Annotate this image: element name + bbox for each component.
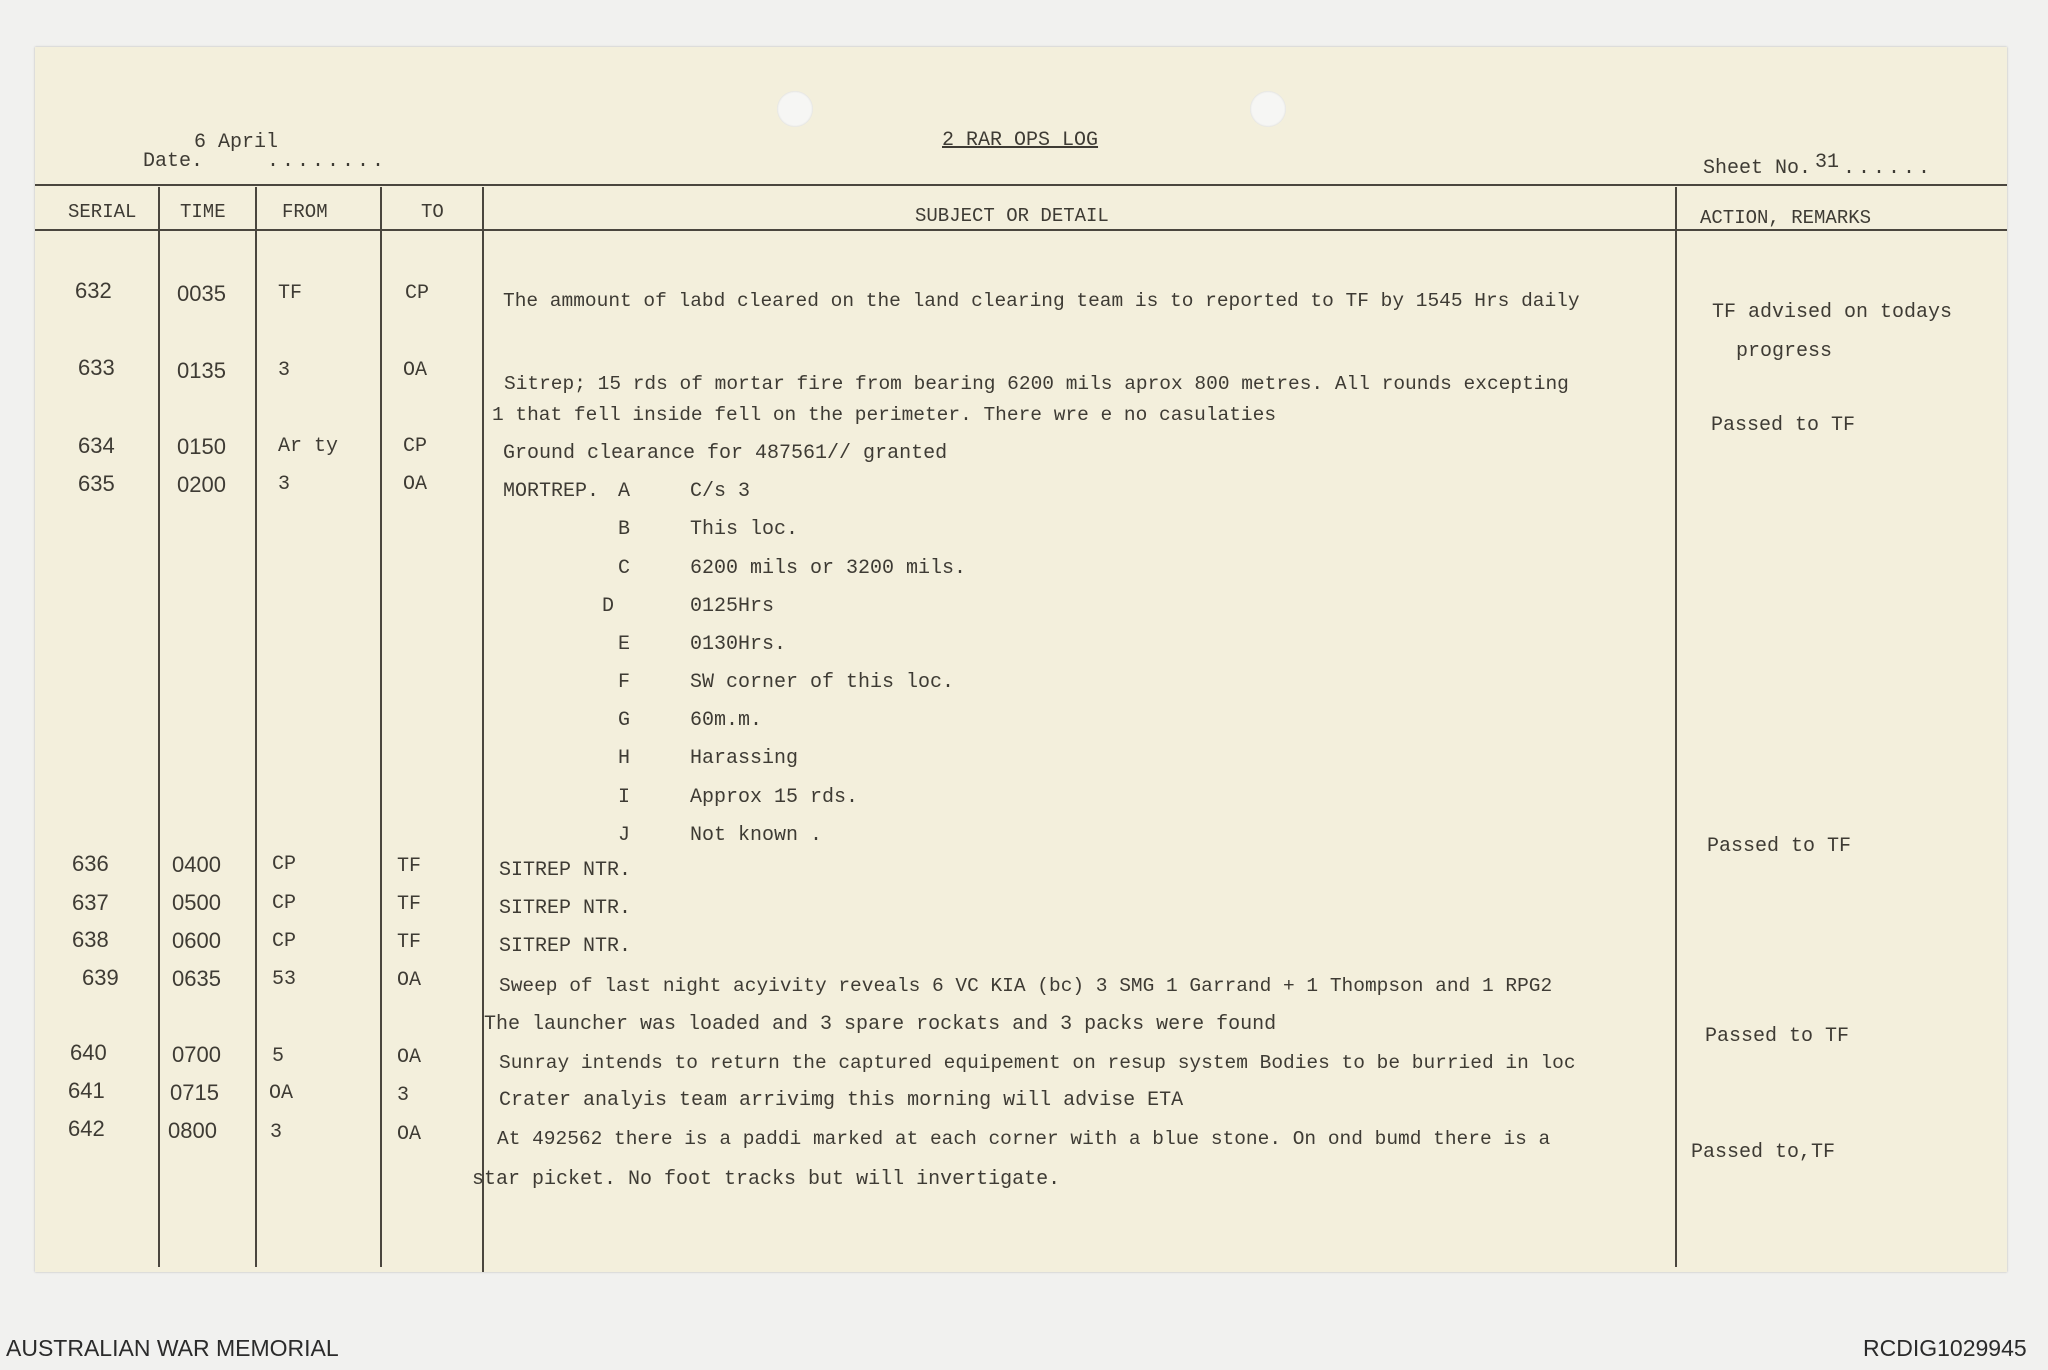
entry-detail: star picket. No foot tracks but will invertigate. xyxy=(472,1168,1061,1191)
mortrep-value: SW corner of this loc. xyxy=(690,671,955,694)
column-header-subject: SUBJECT OR DETAIL xyxy=(915,205,1109,227)
column-header-to: TO xyxy=(421,201,444,223)
mortrep-letter: J xyxy=(618,824,631,847)
date-label: Date. xyxy=(143,150,204,173)
entry-time: 0800 xyxy=(168,1118,217,1143)
mortrep-letter: F xyxy=(618,671,631,694)
entry-detail: Sitrep; 15 rds of mortar fire from bearing 6200 mils aprox 800 metres. All rounds excepting xyxy=(504,373,1569,395)
column-divider xyxy=(1675,187,1677,1267)
entry-from: CP xyxy=(272,930,297,953)
mortrep-letter: D xyxy=(602,595,615,618)
entry-serial: 641 xyxy=(68,1078,105,1103)
entry-detail: SITREP NTR. xyxy=(499,935,632,958)
entry-to: CP xyxy=(405,282,430,305)
entry-from: TF xyxy=(278,282,303,305)
entry-to: OA xyxy=(397,1046,422,1069)
entry-detail: SITREP NTR. xyxy=(499,859,632,882)
entry-from: 53 xyxy=(272,968,297,991)
mortrep-letter: E xyxy=(618,633,631,656)
entry-serial: 635 xyxy=(78,471,115,496)
date-value: 6 April xyxy=(194,131,279,154)
entry-time: 0500 xyxy=(172,890,221,915)
mortrep-letter: B xyxy=(618,518,631,541)
entry-to: OA xyxy=(403,473,428,496)
entry-from: CP xyxy=(272,853,297,876)
column-divider xyxy=(380,187,382,1267)
footer-record-id: RCDIG1029945 xyxy=(1863,1335,2027,1361)
entry-from: 3 xyxy=(278,359,291,382)
sheet-label: Sheet No. xyxy=(1703,157,1812,180)
punch-hole-left xyxy=(777,91,813,127)
entry-from: CP xyxy=(272,892,297,915)
log-sheet xyxy=(35,47,2007,1272)
entry-serial: 639 xyxy=(82,965,119,990)
entry-detail: At 492562 there is a paddi marked at each corner with a blue stone. On ond bumd there is a xyxy=(497,1128,1551,1150)
punch-hole-right xyxy=(1250,91,1286,127)
entry-remark: TF advised on todays xyxy=(1712,301,1953,324)
entry-to: TF xyxy=(397,893,422,916)
entry-from: OA xyxy=(269,1082,294,1105)
mortrep-letter: I xyxy=(618,786,631,809)
entry-time: 0150 xyxy=(177,434,226,459)
mortrep-letter: C xyxy=(618,557,631,580)
mortrep-value: Harassing xyxy=(690,747,799,770)
entry-to: CP xyxy=(403,435,428,458)
date-dots: ........ xyxy=(267,150,388,173)
header-top-rule xyxy=(35,184,2007,186)
entry-detail: 1 that fell inside fell on the perimeter. There wre e no casulaties xyxy=(492,404,1277,426)
footer-archive-name: AUSTRALIAN WAR MEMORIAL xyxy=(6,1335,339,1361)
entry-detail: Crater analyis team arrivimg this morning will advise ETA xyxy=(499,1089,1184,1112)
mortrep-value: 6200 mils or 3200 mils. xyxy=(690,557,967,580)
entry-detail: The ammount of labd cleared on the land clearing team is to reported to TF by 1545 Hrs daily xyxy=(503,290,1580,312)
entry-detail: Sunray intends to return the captured equipement on resup system Bodies to be burried in loc xyxy=(499,1052,1576,1074)
entry-from: Ar ty xyxy=(278,435,339,458)
entry-serial: 636 xyxy=(72,851,109,876)
mortrep-value: C/s 3 xyxy=(690,480,751,503)
entry-remark: progress xyxy=(1736,340,1833,363)
entry-time: 0700 xyxy=(172,1042,221,1067)
sheet-dots: ...... xyxy=(1843,157,1934,180)
entry-from: 3 xyxy=(270,1121,283,1144)
entry-time: 0600 xyxy=(172,928,221,953)
sheet-number: 31 xyxy=(1815,151,1840,174)
entry-to: 3 xyxy=(397,1084,410,1107)
entry-to: OA xyxy=(397,969,422,992)
entry-from: 3 xyxy=(278,473,291,496)
entry-to: TF xyxy=(397,931,422,954)
mortrep-value: 0130Hrs. xyxy=(690,633,787,656)
mortrep-heading: MORTREP. xyxy=(503,480,600,503)
entry-to: TF xyxy=(397,855,422,878)
entry-remark: Passed to TF xyxy=(1707,835,1852,858)
log-title: 2 RAR OPS LOG xyxy=(942,129,1099,152)
entry-time: 0635 xyxy=(172,966,221,991)
entry-detail: Sweep of last night acyivity reveals 6 VC KIA (bc) 3 SMG 1 Garrand + 1 Thompson and 1 RPG2 xyxy=(499,975,1553,997)
entry-serial: 642 xyxy=(68,1116,105,1141)
entry-serial: 638 xyxy=(72,927,109,952)
entry-remark: Passed to TF xyxy=(1711,414,1856,437)
header-bottom-rule xyxy=(35,229,2007,231)
entry-serial: 637 xyxy=(72,890,109,915)
entry-to: OA xyxy=(403,359,428,382)
entry-detail: Ground clearance for 487561// granted xyxy=(503,442,948,465)
column-header-from: FROM xyxy=(282,201,328,223)
entry-time: 0400 xyxy=(172,852,221,877)
entry-time: 0135 xyxy=(177,358,226,383)
entry-to: OA xyxy=(397,1123,422,1146)
entry-detail: The launcher was loaded and 3 spare rockats and 3 packs were found xyxy=(484,1013,1277,1036)
entry-time: 0200 xyxy=(177,472,226,497)
mortrep-value: Approx 15 rds. xyxy=(690,786,859,809)
column-header-time: TIME xyxy=(180,201,226,223)
mortrep-value: Not known . xyxy=(690,824,823,847)
entry-serial: 640 xyxy=(70,1040,107,1065)
mortrep-value: 0125Hrs xyxy=(690,595,775,618)
entry-from: 5 xyxy=(272,1045,285,1068)
entry-serial: 633 xyxy=(78,355,115,380)
entry-serial: 634 xyxy=(78,433,115,458)
entry-time: 0035 xyxy=(177,281,226,306)
mortrep-letter: G xyxy=(618,709,631,732)
entry-detail: SITREP NTR. xyxy=(499,897,632,920)
column-header-serial: SERIAL xyxy=(68,201,137,223)
entry-serial: 632 xyxy=(75,278,112,303)
mortrep-letter: H xyxy=(618,747,631,770)
mortrep-value: This loc. xyxy=(690,518,799,541)
column-divider xyxy=(158,187,160,1267)
column-divider xyxy=(482,187,484,1272)
column-divider xyxy=(255,187,257,1267)
entry-remark: Passed to,TF xyxy=(1691,1141,1836,1164)
mortrep-value: 60m.m. xyxy=(690,709,763,732)
entry-remark: Passed to TF xyxy=(1705,1025,1850,1048)
column-header-remarks: ACTION, REMARKS xyxy=(1700,207,1872,229)
mortrep-letter: A xyxy=(618,480,631,503)
entry-time: 0715 xyxy=(170,1080,219,1105)
